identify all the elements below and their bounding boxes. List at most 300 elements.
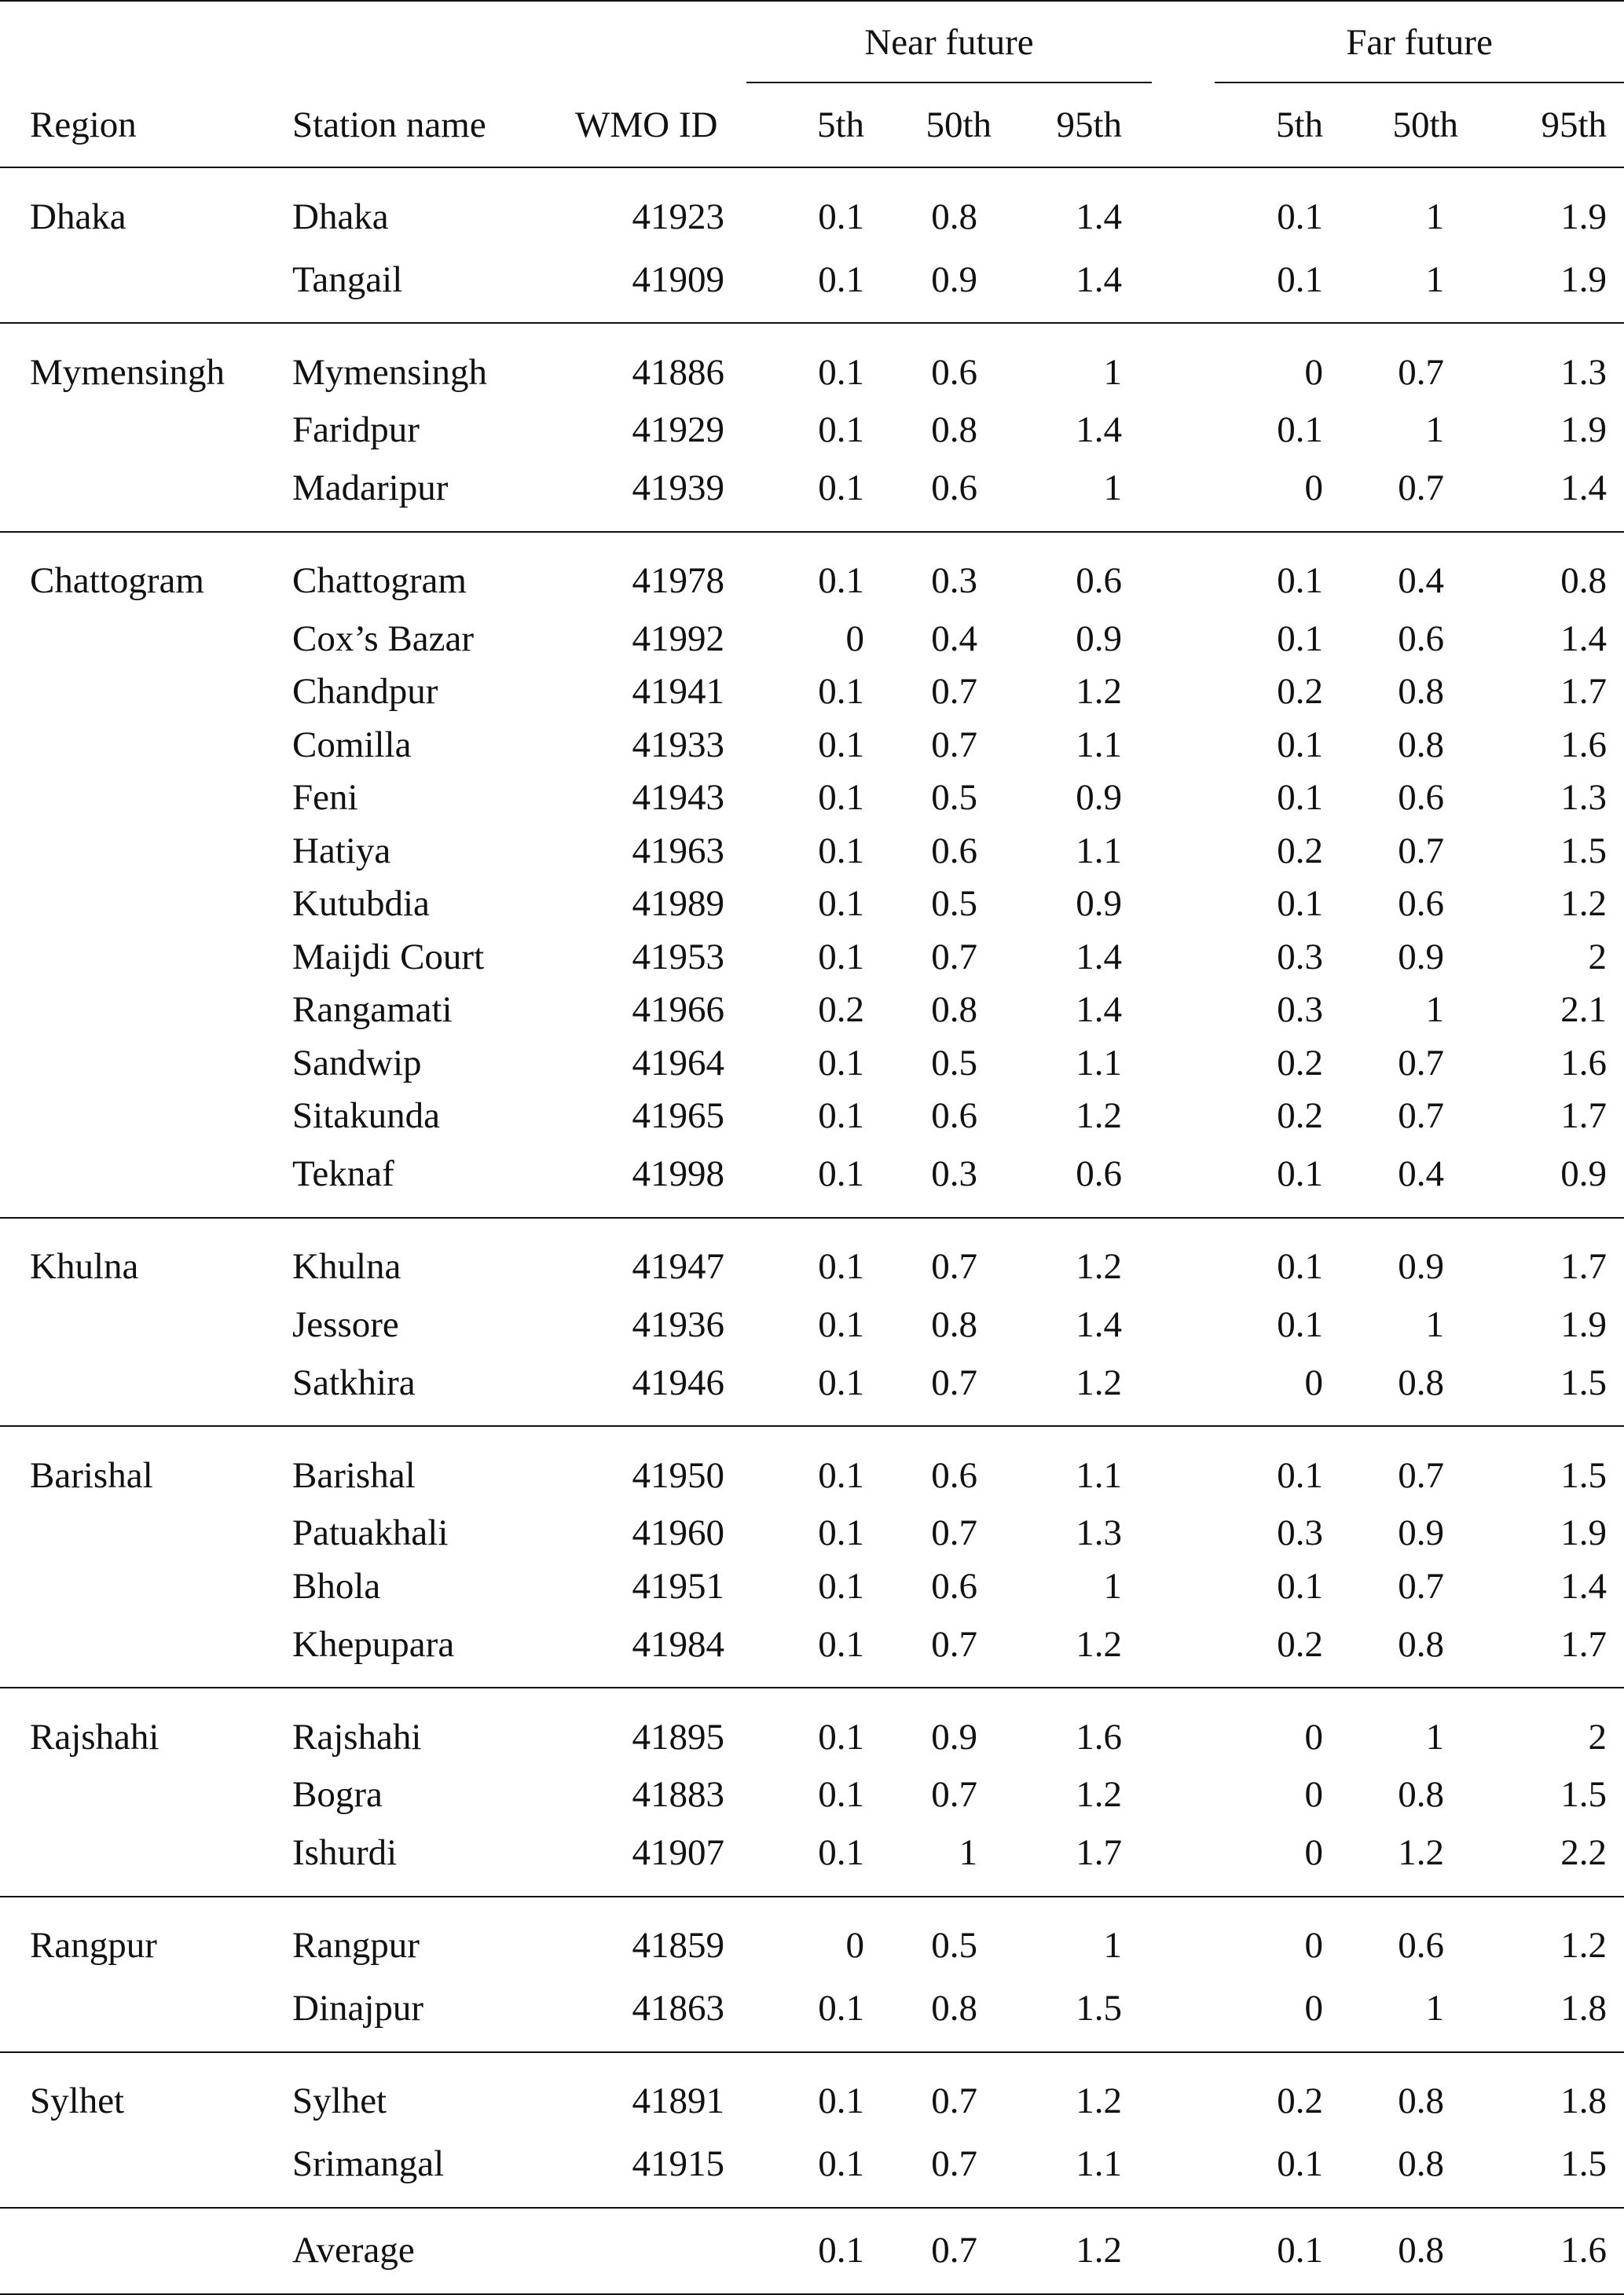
value-cell-n50: 0.6 — [931, 1565, 977, 1607]
table-row — [0, 825, 1624, 878]
value-cell-f50: 1.2 — [1398, 1832, 1444, 1873]
value-cell-n50: 0.7 — [882, 2052, 1017, 2133]
table-row — [0, 404, 1624, 457]
value-cell-n95: 1.2 — [1076, 1095, 1122, 1137]
wmo-id-cell: 41863 — [632, 1988, 724, 2029]
station-name-cell: Cox’s Bazar — [292, 618, 475, 659]
table-row — [0, 878, 1624, 931]
group-header-row — [0, 1, 1624, 83]
value-cell-f50: 1 — [1425, 409, 1444, 451]
value-cell-f50: 0.7 — [1398, 830, 1444, 871]
table-row — [0, 665, 1624, 719]
value-cell-f5: 0.1 — [1215, 167, 1350, 248]
col-near-p5-header: 5th — [816, 104, 864, 145]
value-cell-f5: 0.1 — [1277, 724, 1323, 765]
table-row — [0, 613, 1624, 666]
value-cell-n50: 0.7 — [931, 724, 977, 765]
wmo-id-cell: 41950 — [575, 1426, 746, 1507]
value-cell-n95: 1.1 — [1076, 830, 1122, 871]
value-cell-n5: 0.1 — [818, 1774, 864, 1816]
value-cell-n50: 0.7 — [931, 1623, 977, 1665]
value-cell-n95: 1.1 — [1076, 724, 1122, 765]
value-cell-n95: 1 — [1017, 323, 1152, 404]
station-name-cell: Sandwip — [292, 1042, 422, 1083]
value-cell-n5: 0.1 — [818, 1362, 864, 1403]
value-cell-n50: 0.6 — [882, 1426, 1017, 1507]
value-cell-f5: 0.1 — [1277, 2143, 1323, 2184]
value-cell-n95: 0.6 — [1076, 1153, 1122, 1194]
value-cell-f5: 0 — [1304, 1362, 1323, 1403]
value-cell-n50: 0.4 — [931, 618, 977, 659]
value-cell-n50: 0.3 — [882, 532, 1017, 613]
value-cell-f5: 0.1 — [1277, 618, 1323, 659]
value-cell-n5: 0.1 — [818, 777, 864, 819]
value-cell-n50: 0.3 — [931, 1153, 977, 1194]
value-cell-n50: 0.6 — [882, 323, 1017, 404]
wmo-id-cell: 41984 — [632, 1623, 724, 1665]
column-header-row — [0, 83, 1624, 167]
region-cell-empty — [0, 613, 292, 666]
wmo-id-cell: 41947 — [575, 1218, 746, 1299]
wmo-id-cell: 41965 — [632, 1095, 724, 1137]
value-cell-f50: 0.8 — [1398, 671, 1444, 713]
value-cell-n5: 0.1 — [818, 1512, 864, 1554]
value-cell-n95: 1.4 — [1076, 1303, 1122, 1345]
station-name-cell: Jessore — [292, 1303, 399, 1345]
value-cell-f5: 0.1 — [1277, 777, 1323, 819]
value-cell-f50: 0.9 — [1350, 1218, 1485, 1299]
value-cell-n95: 1.7 — [1076, 1832, 1122, 1873]
wmo-id-cell: 41960 — [632, 1512, 724, 1554]
near-future-label: Near future — [864, 21, 1034, 63]
value-cell-f95: 1.8 — [1485, 2052, 1624, 2133]
value-cell-f95: 1.2 — [1485, 1897, 1624, 1978]
value-cell-f5: 0.2 — [1277, 830, 1323, 871]
station-name-cell: Patuakhali — [292, 1512, 449, 1554]
station-name-cell: Dhaka — [292, 167, 575, 248]
value-cell-n50: 0.7 — [931, 1774, 977, 1816]
region-cell-empty — [0, 457, 292, 532]
region-cell-empty — [0, 1560, 292, 1614]
value-cell-n5: 0.1 — [818, 1988, 864, 2029]
station-name-cell: Mymensingh — [292, 323, 575, 404]
value-cell-f5: 0 — [1304, 1832, 1323, 1873]
value-cell-n5: 0.1 — [818, 671, 864, 713]
value-cell-n95: 1.2 — [1017, 1218, 1152, 1299]
value-cell-f5: 0.2 — [1215, 2052, 1350, 2133]
value-cell-n5: 0.1 — [746, 1426, 882, 1507]
value-cell-n5: 0.1 — [746, 1688, 882, 1769]
value-cell-n50: 0.8 — [931, 1303, 977, 1345]
station-name-cell: Rangpur — [292, 1897, 575, 1978]
value-cell-n95: 0.9 — [1076, 618, 1122, 659]
value-cell-n50: 0.5 — [931, 777, 977, 819]
value-cell-n95: 1.5 — [1076, 1988, 1122, 2029]
value-cell-f50: 0.8 — [1398, 2143, 1444, 2184]
wmo-id-cell: 41964 — [632, 1042, 724, 1083]
value-cell-f95: 1.5 — [1560, 1362, 1608, 1403]
wmo-id-cell: 41953 — [632, 936, 724, 977]
table-row — [0, 1613, 1624, 1688]
region-cell: Dhaka — [0, 167, 292, 248]
value-cell-f5: 0.1 — [1277, 1565, 1323, 1607]
table-row — [0, 1822, 1624, 1897]
value-cell-f95: 0.9 — [1560, 1153, 1608, 1194]
value-cell-n50: 0.9 — [882, 1688, 1017, 1769]
station-name-cell: Teknaf — [292, 1153, 394, 1194]
value-cell-n95: 1.1 — [1076, 2143, 1122, 2184]
station-name-cell: Bhola — [292, 1565, 381, 1607]
table-row — [0, 1897, 1624, 1978]
value-cell-f95: 1.9 — [1560, 409, 1608, 451]
value-cell-n95: 1.3 — [1076, 1512, 1122, 1554]
value-cell-f50: 0.7 — [1398, 1565, 1444, 1607]
value-cell-n5: 0.1 — [818, 883, 864, 925]
value-cell-f5: 0.2 — [1277, 1623, 1323, 1665]
value-cell-f95: 1.3 — [1485, 323, 1624, 404]
wmo-id-cell: 41998 — [632, 1153, 724, 1194]
value-cell-f95: 1.7 — [1560, 1095, 1608, 1137]
col-far-p5-header: 5th — [1275, 104, 1323, 145]
region-cell: Khulna — [0, 1218, 292, 1299]
table-row — [0, 248, 1624, 323]
value-cell-f50: 1 — [1425, 258, 1444, 300]
station-name-cell: Rajshahi — [292, 1688, 575, 1769]
region-cell: Sylhet — [0, 2052, 292, 2133]
value-cell-f5: 0.3 — [1277, 1512, 1323, 1554]
value-cell-n50: 0.8 — [882, 167, 1017, 248]
value-cell-n5: 0.1 — [818, 830, 864, 871]
table-row — [0, 1299, 1624, 1352]
value-cell-f50: 0.7 — [1398, 467, 1444, 508]
value-cell-n50: 1 — [959, 1832, 977, 1873]
station-name-cell: Satkhira — [292, 1362, 416, 1403]
wmo-id-cell: 41978 — [575, 532, 746, 613]
table-row — [0, 1769, 1624, 1822]
col-far-p95-header: 95th — [1541, 104, 1608, 145]
value-cell-f95: 1.6 — [1560, 724, 1608, 765]
col-near-p95-header: 95th — [1056, 104, 1122, 145]
region-cell-empty — [0, 248, 292, 323]
value-cell-f95: 2.1 — [1560, 989, 1608, 1031]
value-cell-n5: 0.1 — [818, 1623, 864, 1665]
table-row — [0, 457, 1624, 532]
value-cell-f95: 2.2 — [1560, 1832, 1608, 1873]
value-cell-n5: 0.1 — [746, 323, 882, 404]
value-cell-f50: 0.8 — [1398, 1774, 1444, 1816]
station-name-cell: Feni — [292, 777, 358, 819]
value-cell-f50: 0.6 — [1398, 777, 1444, 819]
value-cell-f95: 1.7 — [1560, 671, 1608, 713]
value-cell-f50: 0.9 — [1398, 936, 1444, 977]
wmo-id-cell: 41946 — [632, 1362, 724, 1403]
station-name-cell: Barishal — [292, 1426, 575, 1507]
value-cell-f5: 0.2 — [1277, 671, 1323, 713]
average-value-n50: 0.7 — [882, 2208, 1017, 2294]
value-cell-n95: 1.4 — [1017, 167, 1152, 248]
table-row — [0, 1090, 1624, 1143]
value-cell-n50: 0.7 — [931, 936, 977, 977]
col-near-p50-header: 50th — [926, 104, 992, 145]
value-cell-n50: 0.8 — [931, 1988, 977, 2029]
value-cell-n50: 0.5 — [931, 1042, 977, 1083]
value-cell-n5: 0.1 — [746, 2052, 882, 2133]
station-name-cell: Maijdi Court — [292, 936, 485, 977]
value-cell-f95: 1.5 — [1560, 830, 1608, 871]
value-cell-f50: 0.7 — [1398, 1042, 1444, 1083]
region-cell-empty — [0, 1090, 292, 1143]
value-cell-f5: 0.1 — [1277, 1153, 1323, 1194]
col-region-header: Region — [30, 104, 137, 145]
average-value-n5: 0.1 — [746, 2208, 882, 2294]
value-cell-n95: 0.9 — [1076, 883, 1122, 925]
value-cell-n5: 0.1 — [818, 1042, 864, 1083]
value-cell-n5: 0.1 — [818, 936, 864, 977]
wmo-id-cell: 41966 — [632, 989, 724, 1031]
col-far-p50-header: 50th — [1392, 104, 1458, 145]
value-cell-n50: 0.7 — [931, 1512, 977, 1554]
table-row — [0, 931, 1624, 984]
value-cell-f5: 0 — [1304, 1774, 1323, 1816]
wmo-id-cell: 41907 — [632, 1832, 724, 1873]
value-cell-f95: 1.6 — [1560, 1042, 1608, 1083]
value-cell-n5: 0.1 — [746, 532, 882, 613]
value-cell-n5: 0.1 — [746, 1218, 882, 1299]
region-cell: Mymensingh — [0, 323, 292, 404]
table-row — [0, 984, 1624, 1037]
value-cell-n95: 1 — [1103, 467, 1122, 508]
value-cell-n95: 1 — [1103, 1565, 1122, 1607]
value-cell-n95: 1.2 — [1076, 1623, 1122, 1665]
value-cell-f95: 1.9 — [1560, 1303, 1608, 1345]
station-name-cell: Faridpur — [292, 409, 420, 451]
region-cell-empty — [0, 878, 292, 931]
value-cell-f5: 0.1 — [1215, 532, 1350, 613]
region-cell-empty — [0, 404, 292, 457]
wmo-id-cell: 41951 — [632, 1565, 724, 1607]
value-cell-f50: 0.8 — [1398, 724, 1444, 765]
wmo-id-cell: 41909 — [632, 258, 724, 300]
station-name-cell: Comilla — [292, 724, 412, 765]
station-name-cell: Sylhet — [292, 2052, 575, 2133]
value-cell-f50: 0.4 — [1350, 532, 1485, 613]
value-cell-n50: 0.7 — [882, 1218, 1017, 1299]
table-row — [0, 772, 1624, 825]
station-name-cell: Ishurdi — [292, 1832, 398, 1873]
value-cell-f50: 0.7 — [1398, 1095, 1444, 1137]
value-cell-f5: 0.2 — [1277, 1042, 1323, 1083]
station-name-cell: Chandpur — [292, 671, 438, 713]
table-body — [0, 167, 1624, 2294]
station-name-cell: Srimangal — [292, 2143, 445, 2184]
region-cell-empty — [0, 2133, 292, 2208]
station-name-cell: Sitakunda — [292, 1095, 440, 1137]
value-cell-f5: 0 — [1215, 1897, 1350, 1978]
region-cell-empty — [0, 1143, 292, 1218]
value-cell-f5: 0 — [1304, 467, 1323, 508]
value-cell-f95: 1.5 — [1560, 2143, 1608, 2184]
value-cell-f95: 1.9 — [1485, 167, 1624, 248]
value-cell-f5: 0.1 — [1277, 1303, 1323, 1345]
station-name-cell: Hatiya — [292, 830, 391, 871]
value-cell-n95: 1.1 — [1076, 1042, 1122, 1083]
region-cell-empty — [0, 1299, 292, 1352]
wmo-id-cell: 41939 — [632, 467, 724, 508]
region-cell-empty — [0, 772, 292, 825]
table-row — [0, 167, 1624, 248]
value-cell-n95: 1.2 — [1076, 1774, 1122, 1816]
value-cell-f5: 0.2 — [1277, 1095, 1323, 1137]
value-cell-n50: 0.5 — [931, 883, 977, 925]
average-value-n95: 1.2 — [1017, 2208, 1152, 2294]
col-station-header: Station name — [292, 104, 486, 145]
region-cell-empty — [0, 719, 292, 772]
station-name-cell: Chattogram — [292, 532, 575, 613]
wmo-id-cell: 41933 — [632, 724, 724, 765]
region-cell: Rajshahi — [0, 1688, 292, 1769]
value-cell-n95: 1.4 — [1076, 409, 1122, 451]
region-cell-empty — [0, 1613, 292, 1688]
region-cell-empty — [0, 1507, 292, 1560]
value-cell-n50: 0.7 — [931, 671, 977, 713]
region-cell-empty — [0, 1822, 292, 1897]
value-cell-n50: 0.9 — [931, 258, 977, 300]
value-cell-n5: 0.1 — [818, 1303, 864, 1345]
value-cell-n5: 0 — [845, 618, 864, 659]
value-cell-f5: 0.1 — [1277, 883, 1323, 925]
table-row — [0, 1560, 1624, 1614]
value-cell-n95: 1.2 — [1076, 1362, 1122, 1403]
station-name-cell: Madaripur — [292, 467, 449, 508]
value-cell-f50: 1 — [1425, 989, 1444, 1031]
table-row — [0, 2133, 1624, 2208]
wmo-id-cell: 41883 — [632, 1774, 724, 1816]
region-cell-empty — [0, 1037, 292, 1091]
value-cell-n5: 0.1 — [818, 1153, 864, 1194]
station-name-cell: Tangail — [292, 258, 403, 300]
value-cell-n50: 0.8 — [931, 989, 977, 1031]
table-row — [0, 1978, 1624, 2052]
wmo-id-cell: 41963 — [632, 830, 724, 871]
value-cell-f50: 0.6 — [1398, 883, 1444, 925]
table-row — [0, 1037, 1624, 1091]
value-cell-f95: 1.9 — [1560, 258, 1608, 300]
value-cell-f50: 1 — [1425, 1303, 1444, 1345]
value-cell-n5: 0.1 — [818, 1565, 864, 1607]
table-row — [0, 719, 1624, 772]
average-value-f50: 0.8 — [1350, 2208, 1485, 2294]
value-cell-n95: 1.4 — [1076, 936, 1122, 977]
region-cell: Rangpur — [0, 1897, 292, 1978]
wmo-id-cell: 41943 — [632, 777, 724, 819]
value-cell-n5: 0.1 — [818, 2143, 864, 2184]
wmo-id-cell: 41992 — [632, 618, 724, 659]
value-cell-n5: 0.1 — [818, 409, 864, 451]
value-cell-n95: 1.6 — [1017, 1688, 1152, 1769]
value-cell-n50: 0.7 — [931, 2143, 977, 2184]
value-cell-n50: 0.8 — [931, 409, 977, 451]
region-cell-empty — [0, 1978, 292, 2052]
table-row — [0, 1426, 1624, 1507]
value-cell-f95: 0.8 — [1485, 532, 1624, 613]
value-cell-f50: 0.6 — [1350, 1897, 1485, 1978]
station-name-cell: Khulna — [292, 1218, 575, 1299]
value-cell-f95: 1.5 — [1560, 1774, 1608, 1816]
table-row — [0, 1143, 1624, 1218]
near-future-rule — [746, 82, 1152, 83]
value-cell-f5: 0.3 — [1277, 989, 1323, 1031]
far-future-label: Far future — [1346, 21, 1493, 63]
value-cell-n5: 0 — [746, 1897, 882, 1978]
value-cell-f50: 0.4 — [1398, 1153, 1444, 1194]
region-cell-empty — [0, 984, 292, 1037]
wmo-id-cell: 41929 — [632, 409, 724, 451]
station-name-cell: Bogra — [292, 1774, 383, 1816]
value-cell-f95: 1.5 — [1485, 1426, 1624, 1507]
value-cell-n50: 0.6 — [931, 1095, 977, 1137]
table-row — [0, 1688, 1624, 1769]
value-cell-n5: 0.1 — [818, 258, 864, 300]
value-cell-f50: 0.7 — [1350, 323, 1485, 404]
average-row — [0, 2208, 1624, 2294]
region-cell-empty — [0, 1769, 292, 1822]
value-cell-f5: 0.1 — [1277, 409, 1323, 451]
value-cell-f95: 1.4 — [1560, 618, 1608, 659]
value-cell-f95: 2 — [1588, 936, 1608, 977]
value-cell-n95: 1.2 — [1076, 671, 1122, 713]
wmo-id-cell: 41989 — [632, 883, 724, 925]
value-cell-n95: 0.6 — [1017, 532, 1152, 613]
value-cell-f95: 1.7 — [1485, 1218, 1624, 1299]
value-cell-n50: 0.7 — [931, 1362, 977, 1403]
value-cell-f5: 0.3 — [1277, 936, 1323, 977]
value-cell-f50: 0.8 — [1398, 1362, 1444, 1403]
value-cell-f50: 0.8 — [1398, 1623, 1444, 1665]
col-wmo-header: WMO ID — [575, 104, 718, 145]
table-row — [0, 1507, 1624, 1560]
table-row — [0, 323, 1624, 404]
value-cell-f50: 0.7 — [1350, 1426, 1485, 1507]
value-cell-f95: 1.8 — [1560, 1988, 1608, 2029]
value-cell-n50: 0.6 — [931, 830, 977, 871]
value-cell-f50: 0.9 — [1398, 1512, 1444, 1554]
value-cell-f5: 0.1 — [1215, 1426, 1350, 1507]
value-cell-n5: 0.2 — [818, 989, 864, 1031]
value-cell-n95: 1.1 — [1017, 1426, 1152, 1507]
station-name-cell: Khepupara — [292, 1623, 455, 1665]
value-cell-n5: 0.1 — [818, 1095, 864, 1137]
station-name-cell: Dinajpur — [292, 1988, 424, 2029]
region-cell-empty — [0, 665, 292, 719]
value-cell-n5: 0.1 — [818, 724, 864, 765]
value-cell-f95: 2 — [1485, 1688, 1624, 1769]
value-cell-n5: 0.1 — [746, 167, 882, 248]
wmo-id-cell: 41923 — [575, 167, 746, 248]
near-future-header — [746, 1, 1152, 83]
average-label: Average — [292, 2208, 575, 2294]
value-cell-f95: 1.2 — [1560, 883, 1608, 925]
value-cell-f50: 1 — [1350, 1688, 1485, 1769]
value-cell-n95: 1.2 — [1017, 2052, 1152, 2133]
value-cell-f95: 1.3 — [1560, 777, 1608, 819]
region-cell-empty — [0, 1351, 292, 1426]
value-cell-n95: 0.9 — [1076, 777, 1122, 819]
value-cell-n5: 0.1 — [818, 1832, 864, 1873]
wmo-id-cell: 41936 — [632, 1303, 724, 1345]
table-row — [0, 1351, 1624, 1426]
wmo-id-cell: 41891 — [575, 2052, 746, 2133]
value-cell-f50: 0.6 — [1398, 618, 1444, 659]
